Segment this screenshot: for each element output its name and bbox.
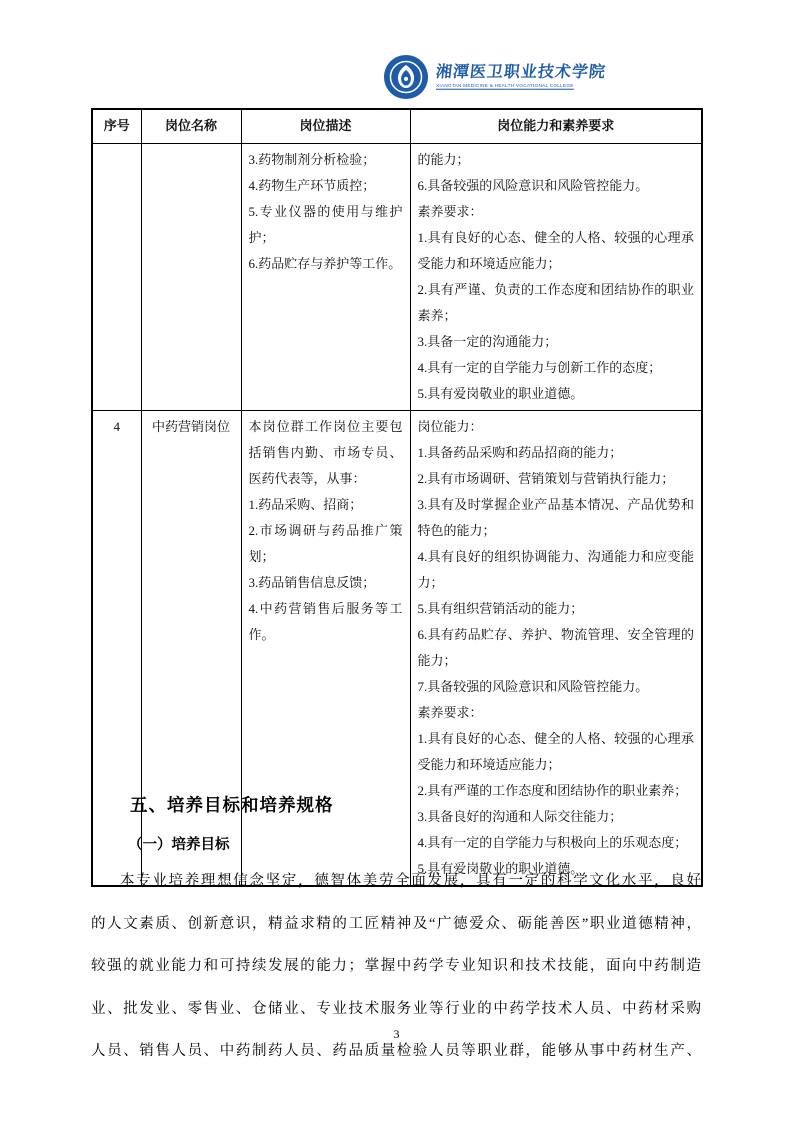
text-line: 的人文素质、创新意识，精益求精的工匠精神及“广德爱众、砺能善医”职业道德精神， bbox=[91, 915, 701, 932]
text-line: 本专业培养理想信念坚定，德智体美劳全面发展，具有一定的科学文化水平，良好 bbox=[120, 873, 701, 889]
text-line: 业、批发业、零售业、仓储业、专业技术服务业等行业的中药学技术人员、中药材采购 bbox=[91, 1000, 701, 1017]
text-line: 2.具有严谨的工作态度和团结协作的职业素养； bbox=[417, 782, 688, 798]
page-number: 3 bbox=[393, 1027, 400, 1041]
header-序号: 序号 bbox=[92, 109, 141, 143]
text-line: 3.具备一定的沟通能力； bbox=[417, 333, 558, 349]
text-line: 素养要求： bbox=[417, 203, 483, 219]
text-line: 5.具有爱岗敬业的职业道德。 bbox=[417, 385, 584, 401]
text-line: 岗位能力： bbox=[417, 418, 483, 434]
header-岗位名称: 岗位名称 bbox=[141, 109, 241, 143]
cell-no bbox=[92, 143, 141, 410]
college-emblem-icon bbox=[383, 54, 429, 100]
text-line: 4.具有一定的自学能力与创新工作的态度； bbox=[417, 359, 662, 375]
text-line: 人员、销售人员、中药制药人员、药品质量检验人员等职业群，能够从事中药材生产、 bbox=[91, 1043, 701, 1059]
text-line: 1.具有良好的心态、健全的人格、较强的心理承受能力和环境适应能力； bbox=[417, 730, 694, 772]
cell-position-name: 中药营销岗位 bbox=[141, 410, 241, 886]
cell-position-desc bbox=[241, 143, 410, 410]
text-line: 2.具有市场调研、营销策划与营销执行能力； bbox=[417, 470, 675, 486]
text-line: 本岗位群工作岗位主要包括销售内勤、市场专员、医药代表等，从事： bbox=[248, 418, 403, 486]
text-line: 较强的就业能力和可持续发展的能力；掌握中药学专业知识和技术技能，面向中药制造 bbox=[91, 958, 701, 974]
college-name-cn: 湘潭医卫职业技术学院 bbox=[435, 63, 607, 81]
text-line: 6.药品贮存与养护等工作。 bbox=[248, 255, 402, 271]
text-line: 3.具备良好的沟通和人际交往能力； bbox=[417, 808, 623, 824]
text-line: 4.具有一定的自学能力与积极向上的乐观态度； bbox=[417, 834, 688, 850]
college-logotype bbox=[436, 59, 701, 96]
cell-position-name bbox=[141, 143, 241, 410]
cell-position-requirements bbox=[410, 410, 702, 886]
job-positions-table bbox=[91, 108, 703, 887]
text-line: 2.具有严谨、负责的工作态度和团结协作的职业素养； bbox=[417, 281, 694, 323]
table-header-row bbox=[92, 109, 702, 143]
text-line: 4.中药营销售后服务等工作。 bbox=[248, 600, 403, 642]
text-line: 3.药品销售信息反馈； bbox=[248, 574, 376, 590]
text-line: 6.具备较强的风险意识和风险管控能力。 bbox=[417, 177, 649, 193]
text-line: 4.具有良好的组织协调能力、沟通能力和应变能力； bbox=[417, 548, 694, 590]
text-line: 3.药物制剂分析检验； bbox=[248, 151, 376, 167]
subsection-heading: （一）培养目标 bbox=[128, 837, 230, 853]
text-line: 1.药品采购、招商； bbox=[248, 496, 363, 512]
text-line: 素养要求： bbox=[417, 704, 483, 720]
header-岗位能力和素养要求: 岗位能力和素养要求 bbox=[410, 109, 702, 143]
college-name-en: XIANGTAN MEDICINE & HEALTH VOCATIONAL COLLEGE bbox=[436, 82, 574, 88]
cell-no: 4 bbox=[92, 410, 141, 886]
table-row bbox=[92, 143, 702, 410]
text-line: 4.药物生产环节质控； bbox=[248, 177, 376, 193]
section-heading: 五、培养目标和培养规格 bbox=[130, 795, 334, 815]
text-line: 5.具有爱岗敬业的职业道德。 bbox=[417, 860, 584, 876]
text-line: 3.具有及时掌握企业产品基本情况、产品优势和特色的能力； bbox=[417, 496, 694, 538]
text-line: 2.市场调研与药品推广策划； bbox=[248, 522, 403, 564]
text-line: 5.专业仪器的使用与维护护； bbox=[248, 203, 403, 245]
text-line: 6.具有药品贮存、养护、物流管理、安全管理的能力； bbox=[417, 626, 694, 668]
text-line: 1.具有良好的心态、健全的人格、较强的心理承受能力和环境适应能力； bbox=[417, 229, 694, 271]
cell-position-requirements bbox=[410, 143, 702, 410]
page-header bbox=[383, 54, 701, 100]
header-岗位描述: 岗位描述 bbox=[241, 109, 410, 143]
text-line: 7.具备较强的风险意识和风险管控能力。 bbox=[417, 678, 649, 694]
text-line: 5.具有组织营销活动的能力； bbox=[417, 600, 584, 616]
text-line: 的能力； bbox=[417, 151, 470, 167]
text-line: 1.具备药品采购和药品招商的能力； bbox=[417, 444, 623, 460]
